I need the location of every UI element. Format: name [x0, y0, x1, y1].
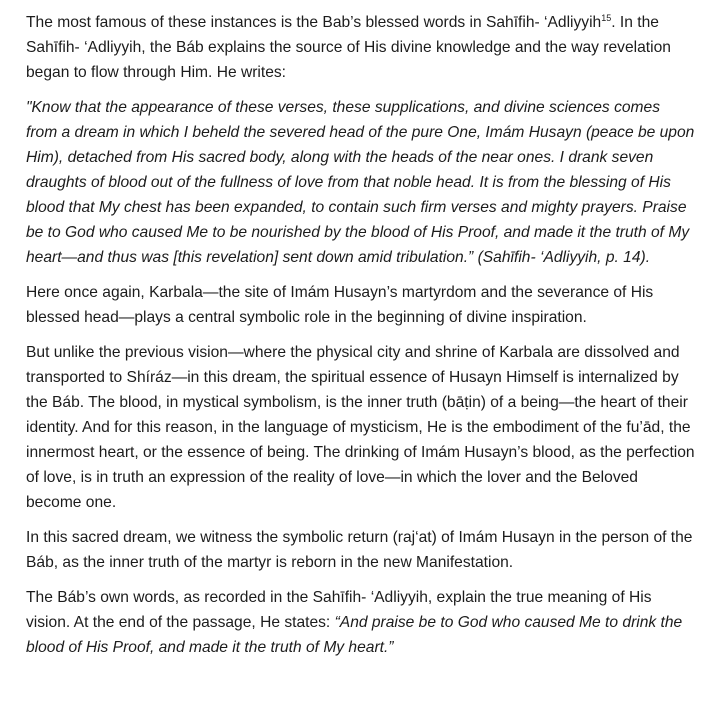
closing-text: The Báb’s own words, as recorded in the Sahīfih- ‘Adliyyih, explain the true meaning of His vision. At the end of the passage, He states: — [26, 589, 652, 631]
intro-text: The most famous of these instances is the Bab’s blessed words in Sahīfih- ‘Adliyyih — [26, 14, 602, 31]
closing-quote: “And praise be to God who caused Me to drink the blood of His Proof, and made it the truth of My heart.” — [26, 614, 683, 656]
mystical-symbolism-paragraph: But unlike the previous vision—where the physical city and shrine of Karbala are dissolved and transported to Shíráz—in this dream, the spiritual essence of Husayn Himself is internalized by the Báb. The blood, in mystical symbolism, is the inner truth (bāṭin) of a being—the heart of their identity. And for this reason, in the language of mysticism, He is the embodiment of the fu’ād, the innermost heart, or the essence of being. The drinking of Imám Husayn’s blood, as the perfection of love, is in truth an expression of the reality of love—in which the lover and the Beloved become one. — [26, 344, 695, 511]
block-quote: "Know that the appearance of these verses, these supplications, and divine sciences comes from a dream in which I beheld the severed head of the pure One, Imám Husayn (peace be upon Him), detached from His sacred body, along with the heads of the near ones. I drank seven draughts of blood out of the fullness of love from that noble head. It is from the blessing of His blood that My chest has been expanded, to contain such firm verses and mighty prayers. Praise be to God who caused Me to be nourished by the blood of His Proof, and made it the truth of My heart—and thus was [this revelation] sent down amid tribulation.” (Sahīfih- ‘Adliyyih, p. 14). — [26, 99, 695, 266]
footnote-marker: 15 — [601, 12, 612, 23]
intro-paragraph — [26, 10, 695, 85]
intro-text-continued: . In the Sahīfih- ‘Adliyyih, the Báb explains the source of His divine knowledge and the way revelation began to flow through Him. He writes: — [26, 14, 671, 81]
closing-paragraph — [26, 585, 695, 660]
karbala-paragraph: Here once again, Karbala—the site of Imám Husayn’s martyrdom and the severance of His blessed head—plays a central symbolic role in the beginning of divine inspiration. — [26, 284, 654, 326]
sacred-dream-paragraph: In this sacred dream, we witness the symbolic return (raj‘at) of Imám Husayn in the person of the Báb, as the inner truth of the martyr is reborn in the new Manifestation. — [26, 529, 693, 571]
